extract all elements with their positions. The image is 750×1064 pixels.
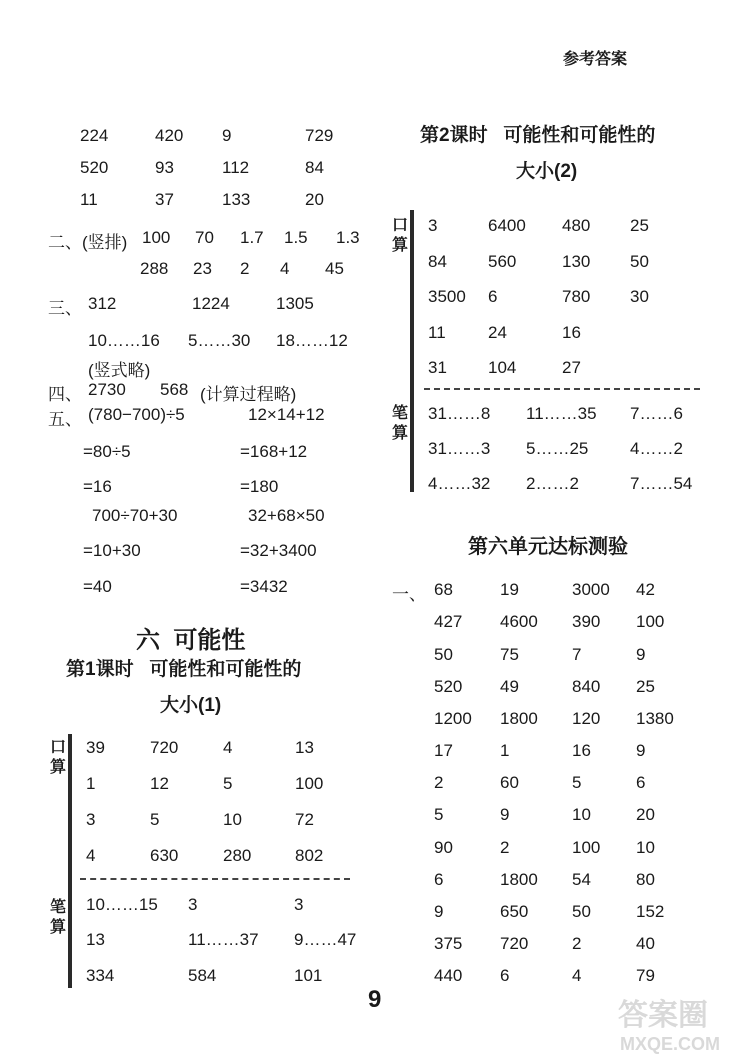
answer-cell: 112 xyxy=(222,158,250,177)
section-4-answer-b: 568 xyxy=(160,380,189,399)
test-title: 第六单元达标测验 xyxy=(468,536,628,558)
kousuan-label-left: 口算 xyxy=(49,739,66,776)
answer-cell: 50 xyxy=(630,252,649,271)
section-4-answer-a: 2730 xyxy=(88,380,126,399)
answer-cell: 650 xyxy=(500,902,529,921)
answer-cell: 20 xyxy=(636,805,655,824)
answer-cell: 1305 xyxy=(276,294,314,313)
section-5-expr-3: 700÷70+30 xyxy=(92,506,178,525)
answer-cell: 720 xyxy=(150,738,179,757)
left-vertical-rule xyxy=(68,734,72,988)
answer-cell: 729 xyxy=(305,126,334,145)
section-5-calc: =40 xyxy=(83,577,112,596)
answer-cell: 480 xyxy=(562,216,591,235)
answer-cell: 1.5 xyxy=(284,228,308,247)
watermark-logo: 答案圈 xyxy=(618,999,708,1032)
section-5-calc: =3432 xyxy=(240,577,288,596)
section-5-expr-2: 12×14+12 xyxy=(248,405,325,424)
answer-cell: 1800 xyxy=(500,709,538,728)
page-number: 9 xyxy=(368,986,382,1013)
answer-cell: 520 xyxy=(434,677,463,696)
answer-cell: 17 xyxy=(434,741,453,760)
lesson-2-subtitle: 大小(2) xyxy=(516,161,578,182)
answer-cell: 780 xyxy=(562,287,591,306)
section-5-label: 五、 xyxy=(48,410,82,429)
test-label: 一、 xyxy=(392,585,426,604)
answer-cell: 5 xyxy=(572,773,582,792)
section-5-calc: =10+30 xyxy=(83,541,141,560)
answer-cell: 25 xyxy=(636,677,655,696)
answer-cell: 288 xyxy=(140,259,169,278)
section-4-label: 四、 xyxy=(48,385,82,404)
section-5-calc: =80÷5 xyxy=(83,442,131,461)
right-vertical-rule xyxy=(410,210,414,492)
answer-cell: 31……3 xyxy=(428,439,491,458)
section-4-note: (计算过程略) xyxy=(200,385,297,404)
answer-cell: 2 xyxy=(240,259,250,278)
answer-cell: 60 xyxy=(500,773,519,792)
section-2-label: 二、(竖排) xyxy=(48,233,128,252)
answer-cell: 9 xyxy=(222,126,232,145)
answer-cell: 1200 xyxy=(434,709,472,728)
answer-cell: 4……2 xyxy=(630,439,683,458)
answer-cell: 10 xyxy=(636,838,655,857)
answer-cell: 3000 xyxy=(572,580,610,599)
kousuan-label-right: 口算 xyxy=(391,217,408,254)
answer-cell: 3 xyxy=(294,895,304,914)
answer-cell: 1.3 xyxy=(336,228,360,247)
bisuan-label-right: 笔算 xyxy=(391,405,408,442)
answer-cell: 9 xyxy=(636,645,646,664)
answer-cell: 68 xyxy=(434,580,453,599)
answer-cell: 18……12 xyxy=(276,331,348,350)
answer-cell: 23 xyxy=(193,259,212,278)
answer-cell: 5……25 xyxy=(526,439,589,458)
answer-cell: 312 xyxy=(88,294,117,313)
answer-cell: 90 xyxy=(434,838,453,857)
answer-cell: 420 xyxy=(155,126,184,145)
answer-cell: 375 xyxy=(434,934,463,953)
answer-cell: 25 xyxy=(630,216,649,235)
answer-cell: 427 xyxy=(434,612,463,631)
answer-cell: 7……54 xyxy=(630,474,693,493)
answer-cell: 84 xyxy=(428,252,447,271)
answer-cell: 80 xyxy=(636,870,655,889)
answer-cell: 440 xyxy=(434,966,463,985)
answer-cell: 4 xyxy=(280,259,290,278)
answer-cell: 11 xyxy=(80,190,98,209)
section-5-expr-4: 32+68×50 xyxy=(248,506,325,525)
answer-cell: 2 xyxy=(572,934,582,953)
answer-cell: 7……6 xyxy=(630,404,683,423)
answer-cell: 27 xyxy=(562,358,581,377)
answer-cell: 4600 xyxy=(500,612,538,631)
answer-cell: 9……47 xyxy=(294,930,357,949)
answer-cell: 224 xyxy=(80,126,109,145)
answer-cell: 4 xyxy=(572,966,582,985)
answer-cell: 10 xyxy=(223,810,242,829)
answer-cell: 584 xyxy=(188,966,217,985)
answer-cell: 72 xyxy=(295,810,314,829)
answer-cell: 50 xyxy=(572,902,591,921)
section-5-calc: =168+12 xyxy=(240,442,308,461)
answer-cell: 3 xyxy=(86,810,96,829)
answer-cell: 37 xyxy=(155,190,174,209)
answer-cell: 1224 xyxy=(192,294,230,313)
answer-cell: 6400 xyxy=(488,216,526,235)
answer-cell: 130 xyxy=(562,252,591,271)
answer-cell: 11……35 xyxy=(526,404,597,423)
answer-cell: 19 xyxy=(500,580,519,599)
answer-cell: 100 xyxy=(572,838,601,857)
answer-cell: 5 xyxy=(223,774,233,793)
answer-cell: 133 xyxy=(222,190,251,209)
unit-title: 六 可能性 xyxy=(136,627,246,654)
answer-cell: 75 xyxy=(500,645,519,664)
answer-cell: 720 xyxy=(500,934,529,953)
lesson-2-title: 第2课时 可能性和可能性的 xyxy=(420,125,656,146)
answer-cell: 20 xyxy=(305,190,324,209)
answer-cell: 54 xyxy=(572,870,591,889)
bisuan-label-left: 笔算 xyxy=(49,899,66,936)
answer-cell: 12 xyxy=(150,774,169,793)
answer-cell: 152 xyxy=(636,902,665,921)
answer-cell: 50 xyxy=(434,645,453,664)
answer-cell: 1800 xyxy=(500,870,538,889)
answer-cell: 7 xyxy=(572,645,582,664)
answer-cell: 3500 xyxy=(428,287,466,306)
answer-cell: 560 xyxy=(488,252,517,271)
answer-cell: 3 xyxy=(188,895,198,914)
answer-cell: 10……15 xyxy=(86,895,158,914)
answer-cell: 2……2 xyxy=(526,474,579,493)
answer-cell: 802 xyxy=(295,846,324,865)
lesson-1-subtitle: 大小(1) xyxy=(160,695,222,716)
section-5-calc: =16 xyxy=(83,477,112,496)
answer-cell: 9 xyxy=(636,741,646,760)
answer-cell: 31 xyxy=(428,358,447,377)
answer-cell: 13 xyxy=(86,930,105,949)
answer-cell: 280 xyxy=(223,846,252,865)
answer-cell: 16 xyxy=(572,741,591,760)
answer-cell: 120 xyxy=(572,709,601,728)
answer-cell: 10 xyxy=(572,805,591,824)
answer-cell: 520 xyxy=(80,158,109,177)
answer-cell: 5 xyxy=(150,810,160,829)
answer-cell: 104 xyxy=(488,358,517,377)
answer-cell: 100 xyxy=(295,774,324,793)
answer-cell: 390 xyxy=(572,612,601,631)
dashed-divider-right xyxy=(424,388,700,390)
answer-cell: 5 xyxy=(434,805,444,824)
answer-cell: 630 xyxy=(150,846,179,865)
section-3-label: 三、 xyxy=(48,299,82,318)
answer-cell: 11……37 xyxy=(188,930,259,949)
answer-cell: 24 xyxy=(488,323,507,342)
section-3-note: (竖式略) xyxy=(88,361,151,380)
answer-cell: 1 xyxy=(500,741,510,760)
answer-cell: 93 xyxy=(155,158,174,177)
dashed-divider-left xyxy=(80,878,350,880)
answer-cell: 334 xyxy=(86,966,115,985)
answer-cell: 100 xyxy=(636,612,665,631)
section-5-calc: =180 xyxy=(240,477,279,496)
answer-cell: 1380 xyxy=(636,709,674,728)
section-5-calc: =32+3400 xyxy=(240,541,317,560)
answer-cell: 2 xyxy=(500,838,510,857)
answer-cell: 6 xyxy=(500,966,510,985)
answer-cell: 101 xyxy=(294,966,323,985)
answer-cell: 30 xyxy=(630,287,649,306)
answer-cell: 49 xyxy=(500,677,519,696)
watermark-url: MXQE.COM xyxy=(620,1034,721,1054)
answer-cell: 84 xyxy=(305,158,324,177)
answer-cell: 6 xyxy=(488,287,498,306)
answer-cell: 840 xyxy=(572,677,601,696)
answer-cell: 13 xyxy=(295,738,314,757)
answer-cell: 79 xyxy=(636,966,655,985)
answer-cell: 70 xyxy=(195,228,214,247)
answer-cell: 5……30 xyxy=(188,331,251,350)
answer-cell: 2 xyxy=(434,773,444,792)
answer-cell: 3 xyxy=(428,216,438,235)
answer-cell: 42 xyxy=(636,580,655,599)
answer-cell: 10……16 xyxy=(88,331,160,350)
answer-cell: 39 xyxy=(86,738,105,757)
answer-cell: 4……32 xyxy=(428,474,491,493)
answer-cell: 1.7 xyxy=(240,228,264,247)
answer-cell: 100 xyxy=(142,228,171,247)
answer-cell: 31……8 xyxy=(428,404,491,423)
answer-cell: 9 xyxy=(500,805,510,824)
answer-cell: 6 xyxy=(636,773,646,792)
answer-cell: 1 xyxy=(86,774,96,793)
answer-cell: 4 xyxy=(223,738,233,757)
lesson-1-title: 第1课时 可能性和可能性的 xyxy=(66,659,302,680)
page-header: 参考答案 xyxy=(563,51,628,68)
answer-cell: 45 xyxy=(325,259,344,278)
answer-cell: 6 xyxy=(434,870,444,889)
answer-cell: 4 xyxy=(86,846,96,865)
answer-cell: 9 xyxy=(434,902,444,921)
answer-cell: 11 xyxy=(428,323,446,342)
section-5-expr-1: (780−700)÷5 xyxy=(88,405,185,424)
answer-cell: 16 xyxy=(562,323,581,342)
answer-cell: 40 xyxy=(636,934,655,953)
